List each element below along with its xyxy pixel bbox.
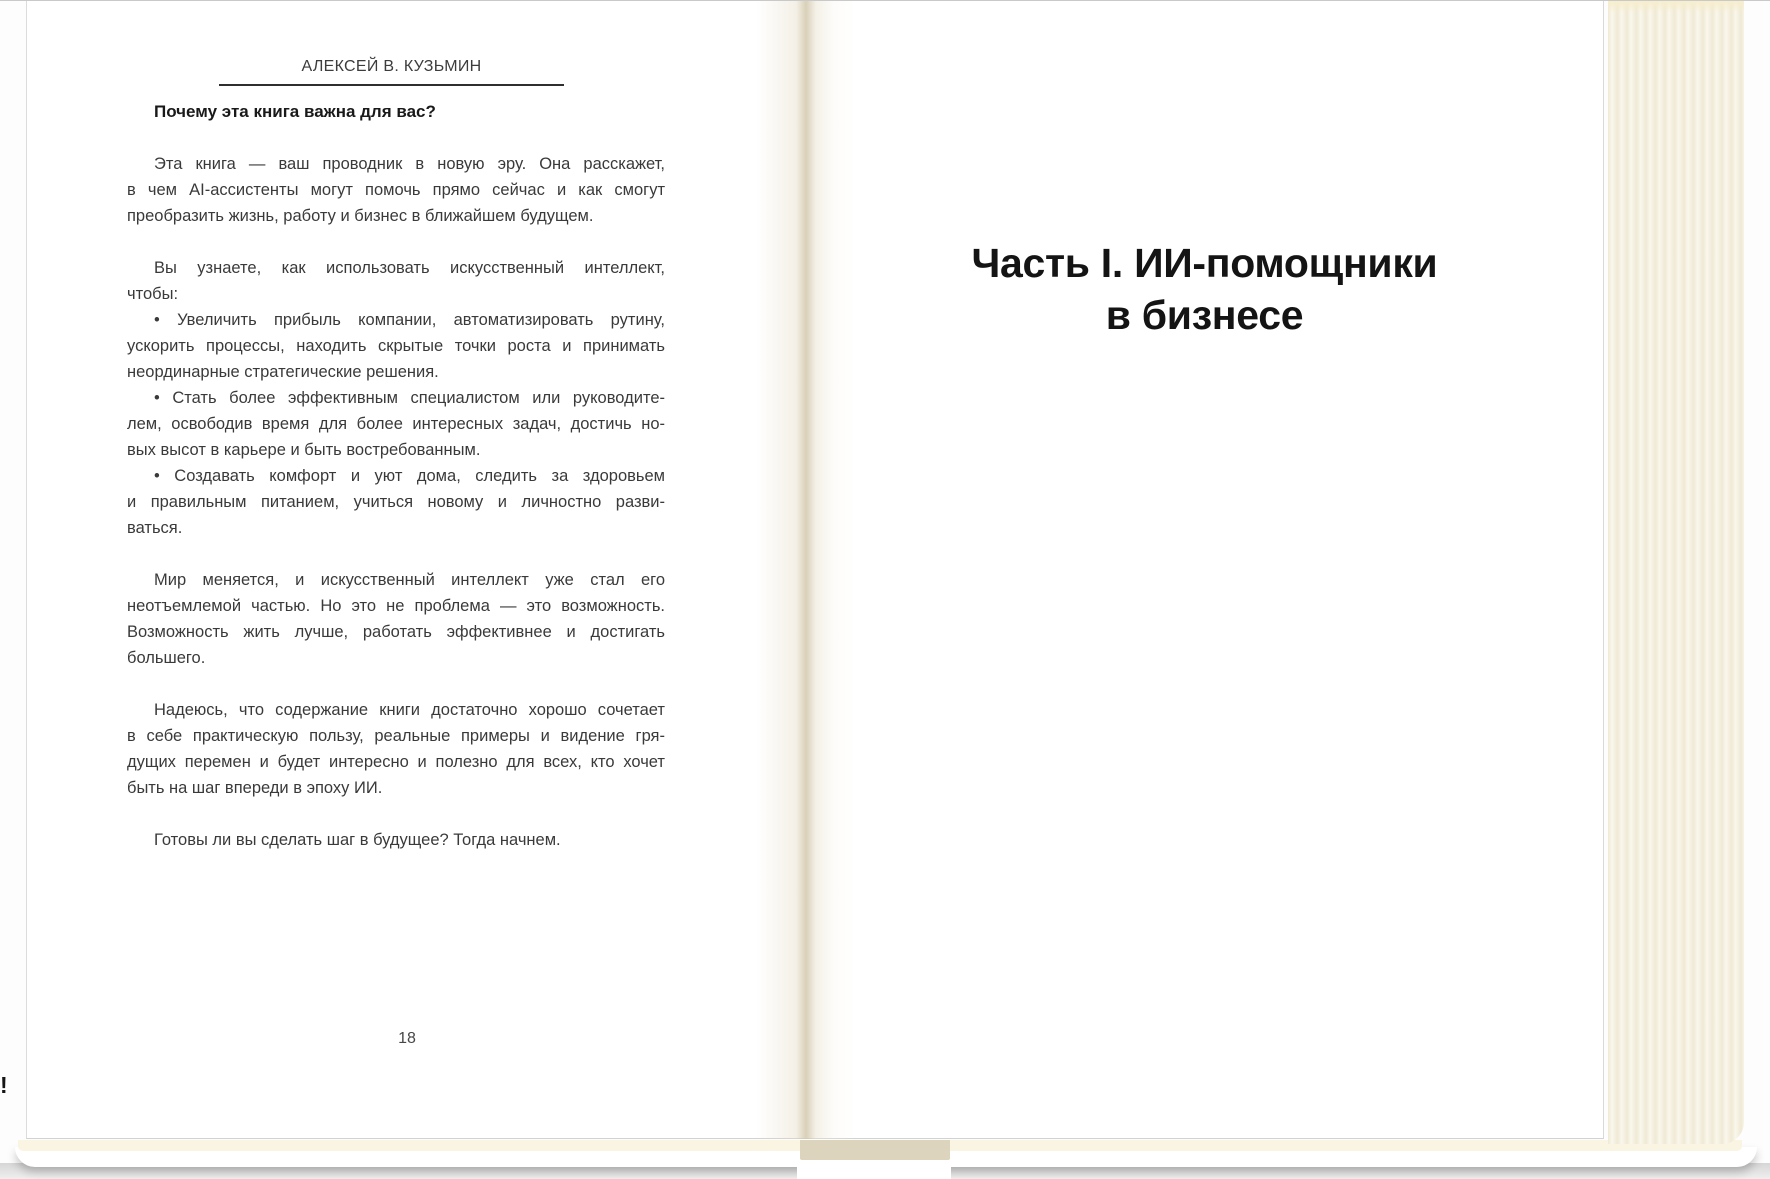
text-line: быть на шаг впереди в эпоху ИИ. (127, 779, 383, 797)
paragraph (127, 255, 665, 307)
paragraph (127, 827, 665, 853)
text-line: чтобы: (127, 285, 179, 303)
text-line: Вы узнаете, как использовать искусственный интеллект, (154, 259, 665, 277)
running-head: АЛЕКСЕЙ В. КУЗЬМИН (219, 57, 564, 86)
spine-shadow-gap (797, 1158, 951, 1179)
text-line: лем, освободив время для более интересных задач, достичь но- (127, 415, 665, 433)
page-body-text (127, 151, 665, 853)
text-line: Мир меняется, и искусственный интеллект уже стал его (154, 571, 665, 589)
paragraph (127, 385, 665, 463)
text-line: • Создавать комфорт и уют дома, следить за здоровьем (154, 467, 665, 485)
text-line: Надеюсь, что содержание книги достаточно хорошо сочетает (154, 701, 665, 719)
chapter-title-line-1: Часть I. ИИ-помощники (971, 240, 1438, 286)
left-page[interactable] (26, 1, 806, 1139)
text-line: ваться. (127, 519, 183, 537)
text-line: преобразить жизнь, работу и бизнес в ближайшем будущем. (127, 207, 594, 225)
text-line: и правильным питанием, учиться новому и личностно разви- (127, 493, 665, 511)
paragraph (127, 697, 665, 801)
chapter-title-line-2: в бизнесе (1105, 292, 1304, 338)
text-line: вых высот в карьере и быть востребованным. (127, 441, 481, 459)
text-line: в себе практическую пользу, реальные примеры и видение гря- (127, 727, 665, 745)
text-line: дущих перемен и будет интересно и полезно для всех, кто хочет (127, 753, 665, 771)
right-page[interactable] (806, 1, 1604, 1139)
paragraph (127, 151, 665, 229)
text-line: • Увеличить прибыль компании, автоматизировать рутину, (154, 311, 665, 329)
text-line: Готовы ли вы сделать шаг в будущее? Тогда начнем. (154, 831, 561, 849)
chapter-title (806, 237, 1603, 341)
text-line: • Стать более эффективным специалистом или руководите- (154, 389, 665, 407)
page-number: 18 (398, 1030, 416, 1047)
text-line: в чем AI-ассистенты могут помочь прямо сейчас и как смогут (127, 181, 665, 199)
page-block-spine-edge (800, 1140, 950, 1160)
stray-edge-text: ! (0, 1072, 8, 1098)
paragraph (127, 463, 665, 541)
text-line: ускорить процессы, находить скрытые точки роста и принимать (127, 337, 665, 355)
paragraph (127, 567, 665, 671)
paragraph (127, 307, 665, 385)
text-line: неординарные стратегические решения. (127, 363, 439, 381)
section-heading: Почему эта книга важна для вас? (154, 102, 436, 121)
page-edges-stack[interactable] (1608, 1, 1744, 1144)
text-line: Возможность жить лучше, работать эффективнее и достигать (127, 623, 665, 641)
text-line: Эта книга — ваш проводник в новую эру. Она расскажет, (154, 155, 665, 173)
text-line: неотъемлемой частью. Но это не проблема — это возможность. (127, 597, 665, 615)
text-line: большего. (127, 649, 206, 667)
